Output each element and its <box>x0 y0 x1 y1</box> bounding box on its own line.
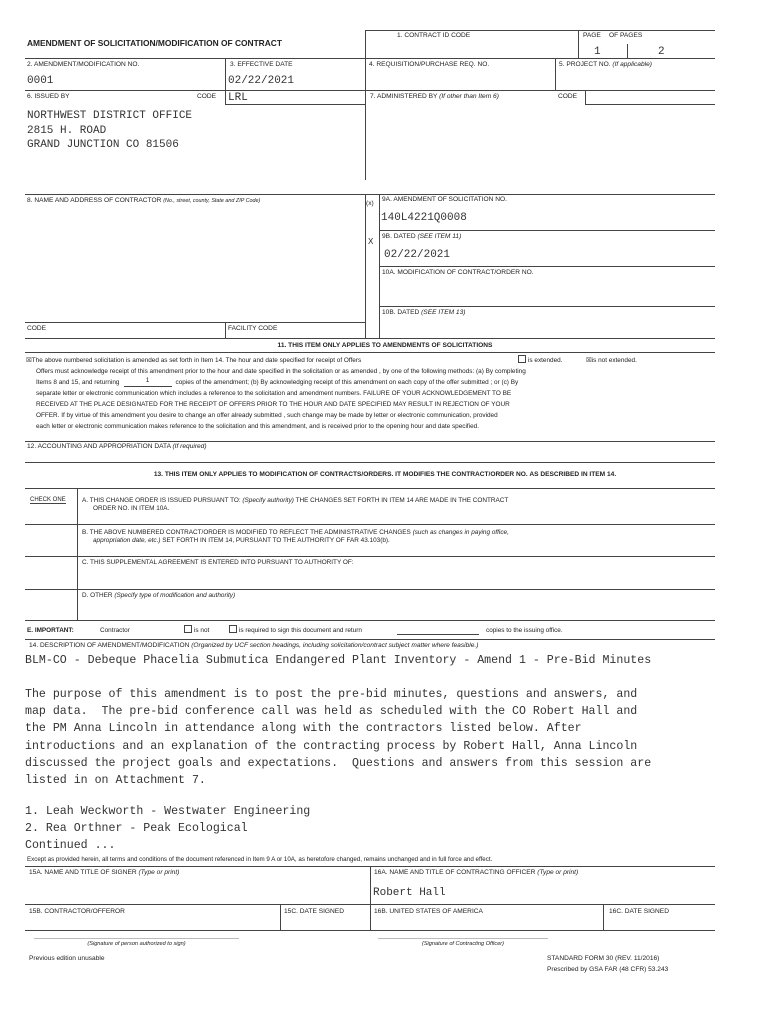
effective-date: 02/22/2021 <box>228 75 295 87</box>
list-item: 1. Leah Weckworth - Westwater Engineering <box>25 805 311 818</box>
is-required-checkbox[interactable] <box>229 625 237 633</box>
administered-by-label: 7. ADMINISTERED BY (If other than Item 6) <box>370 93 499 100</box>
contract-id-label: 1. CONTRACT ID CODE <box>397 32 471 39</box>
not-extended-checkbox[interactable]: ☒ <box>586 357 592 364</box>
amendment-solicitation-no: 140L4221Q0008 <box>381 212 467 224</box>
amendment-solicitation-label: 9A. AMENDMENT OF SOLICITATION NO. <box>382 196 507 203</box>
issued-code-value: LRL <box>228 92 248 104</box>
item11-line7: each letter or electronic communication makes reference to the solicitation and this amendment, and is received prior to the opening hour and date specified. <box>36 423 479 430</box>
accounting-label: 12. ACCOUNTING AND APPROPRIATION DATA (If required) <box>27 443 207 450</box>
standard-form: STANDARD FORM 30 (REV. 11/2016) <box>547 955 660 962</box>
prescribed-by: Prescribed by GSA FAR (48 CFR) 53.243 <box>547 966 669 973</box>
amendment-no: 0001 <box>27 75 54 87</box>
item11-line6: OFFER. If by virtue of this amendment you desire to change an offer already submitted , such change may be made by letter or electronic communication, provided <box>36 412 498 419</box>
is-not-checkbox[interactable] <box>184 625 192 633</box>
requisition-label: 4. REQUISITION/PURCHASE REQ. NO. <box>369 61 490 68</box>
attendee-list <box>25 803 310 855</box>
contractor-word: Contractor <box>100 627 130 634</box>
previous-edition: Previous edition unusable <box>29 955 105 962</box>
facility-code-label: FACILITY CODE <box>228 325 278 332</box>
is-not-option: is not <box>184 625 209 636</box>
list-item: Continued ... <box>25 839 116 853</box>
checkbox-icon[interactable]: ☒ <box>26 357 32 364</box>
page-label: PAGE <box>583 32 601 39</box>
date-signed-15c: 15C. DATE SIGNED <box>284 908 344 915</box>
usa-label: 16B. UNITED STATES OF AMERICA <box>374 908 483 915</box>
page-number: 1 <box>594 46 601 58</box>
copies-issuing: copies to the issuing office. <box>486 627 563 634</box>
item11-line2: Offers must acknowledge receipt of this amendment prior to the hour and date specified in the solicitation or as amended , by one of the following methods: (a) By completing <box>36 368 526 375</box>
signer-label: 15A. NAME AND TITLE OF SIGNER (Type or print) <box>29 869 180 876</box>
extended-option: is extended. <box>518 355 562 366</box>
description-title: BLM-CO - Debeque Phacelia Submutica Endangered Plant Inventory - Amend 1 - Pre-Bid Minutes <box>25 654 652 667</box>
signature-officer-caption: (Signature of Contracting Officer) <box>421 941 505 947</box>
except-clause: Except as provided herein, all terms and conditions of the document referenced in Item 9 A or 10A, as heretofore changed, remains unchanged and in full force and effect. <box>27 856 493 863</box>
modification-no-label: 10A. MODIFICATION OF CONTRACT/ORDER NO. <box>382 269 534 276</box>
signature-line[interactable] <box>34 938 239 939</box>
option-c: C. THIS SUPPLEMENTAL AGREEMENT IS ENTERED INTO PURSUANT TO AUTHORITY OF: <box>82 559 354 566</box>
issued-code-label: CODE <box>197 93 217 100</box>
description-label: 14. DESCRIPTION OF AMENDMENT/MODIFICATION (Organized by UCF section headings, including solicitation/contract subject matter where feasible.) <box>29 642 479 649</box>
effective-date-label: 3. EFFECTIVE DATE <box>230 61 293 68</box>
contractor-name-label: 8. NAME AND ADDRESS OF CONTRACTOR (No., street, county, State and ZIP Code) <box>27 197 261 204</box>
item11-line3: Items 8 and 15, and returning 1 copies of the amendment; (b) By acknowledging receipt of this amendment on each copy of the offer submitted ; or (c) By <box>36 377 519 386</box>
is-required-option: is required to sign this document and return <box>229 625 362 636</box>
signature-person-caption: (Signature of person authorized to sign) <box>87 941 186 947</box>
administered-code-label: CODE <box>558 93 578 100</box>
extended-checkbox[interactable] <box>518 355 526 363</box>
option-a: A. THIS CHANGE ORDER IS ISSUED PURSUANT TO: (Specify authority) THE CHANGES SET FORTH IN ITEM 14 ARE MADE IN THE CONTRACT ORDER NO. IN ITEM 10A. <box>82 497 509 512</box>
project-no-label: 5. PROJECT NO. (If applicable) <box>559 61 652 68</box>
officer-name: Robert Hall <box>373 887 446 899</box>
issuer-address: NORTHWEST DISTRICT OFFICE 2815 H. ROAD GRAND JUNCTION CO 81506 <box>27 110 193 151</box>
x-mark: X <box>368 237 374 246</box>
divider <box>365 30 366 180</box>
x-header: (x) <box>366 200 374 207</box>
amendment-no-label: 2. AMENDMENT/MODIFICATION NO. <box>27 61 140 68</box>
list-item: 2. Rea Orthner - Peak Ecological <box>25 822 248 836</box>
dated-9b-label: 9B. DATED (SEE ITEM 11) <box>382 233 462 240</box>
officer-label: 16A. NAME AND TITLE OF CONTRACTING OFFICER (Type or print) <box>374 869 579 876</box>
option-d: D. OTHER (Specify type of modification and authority) <box>82 592 236 599</box>
officer-signature-line[interactable] <box>378 938 548 939</box>
copies-blank[interactable] <box>397 634 479 635</box>
description-paragraph: The purpose of this amendment is to post the pre-bid minutes, questions and answers, and map data. The pre-bid conference call was held as scheduled with the CO Robert Hall and the PM Anna Lincoln in attendance along with the contractors listed below. After introductions and an explanation of the contracting process by Robert Hall, Anna Lincoln discussed the project goals and expectations. Questions and answers from this session are listed in on Attachment 7. <box>25 688 652 788</box>
issued-by-label: 6. ISSUED BY <box>27 93 70 100</box>
item11-line5: RECEIVED AT THE PLACE DESIGNATED FOR THE RECEIPT OF OFFERS PRIOR TO THE HOUR AND DATE SPECIFIED MAY RESULT IN REJECTION OF YOUR <box>36 401 510 408</box>
page-count: 2 <box>658 46 665 58</box>
item13-header: 13. THIS ITEM ONLY APPLIES TO MODIFICATION OF CONTRACTS/ORDERS. IT MODIFIES THE CONTRACT/ORDER NO. AS DESCRIBED IN ITEM 14. <box>153 471 617 478</box>
form-title: AMENDMENT OF SOLICITATION/MODIFICATION OF CONTRACT <box>27 38 282 48</box>
important-row: E. IMPORTANT: <box>27 627 74 634</box>
date-signed-16c: 16C. DATE SIGNED <box>609 908 669 915</box>
of-pages-label: OF PAGES <box>609 32 643 39</box>
contractor-code-label: CODE <box>27 325 47 332</box>
option-b: B. THE ABOVE NUMBERED CONTRACT/ORDER IS MODIFIED TO REFLECT THE ADMINISTRATIVE CHANGES (such as changes in paying office, appropriation date, etc.) SET FORTH IN ITEM 14, PURSUANT TO THE AUTHORITY OF FAR 43.103(b). <box>82 529 509 544</box>
item11-header: 11. THIS ITEM ONLY APPLIES TO AMENDMENTS OF SOLICITATIONS <box>277 342 493 349</box>
contractor-offeror-label: 15B. CONTRACTOR/OFFEROR <box>29 908 125 915</box>
copies-count[interactable]: 1 <box>124 375 172 387</box>
item11-line4: separate letter or electronic communication which includes a reference to the solicitation and amendment numbers. FAILURE OF YOUR ACKNOWLEDGEMENT TO BE <box>36 390 512 397</box>
dated-10b-label: 10B. DATED (SEE ITEM 13) <box>382 309 466 316</box>
check-one-label: CHECK ONE <box>30 497 66 503</box>
dated-9b: 02/22/2021 <box>384 249 451 261</box>
not-extended-option: ☒is not extended. <box>586 357 637 364</box>
item11-line1: ☒The above numbered solicitation is amended as set forth in Item 14. The hour and date specified for receipt of Offers <box>26 357 362 364</box>
